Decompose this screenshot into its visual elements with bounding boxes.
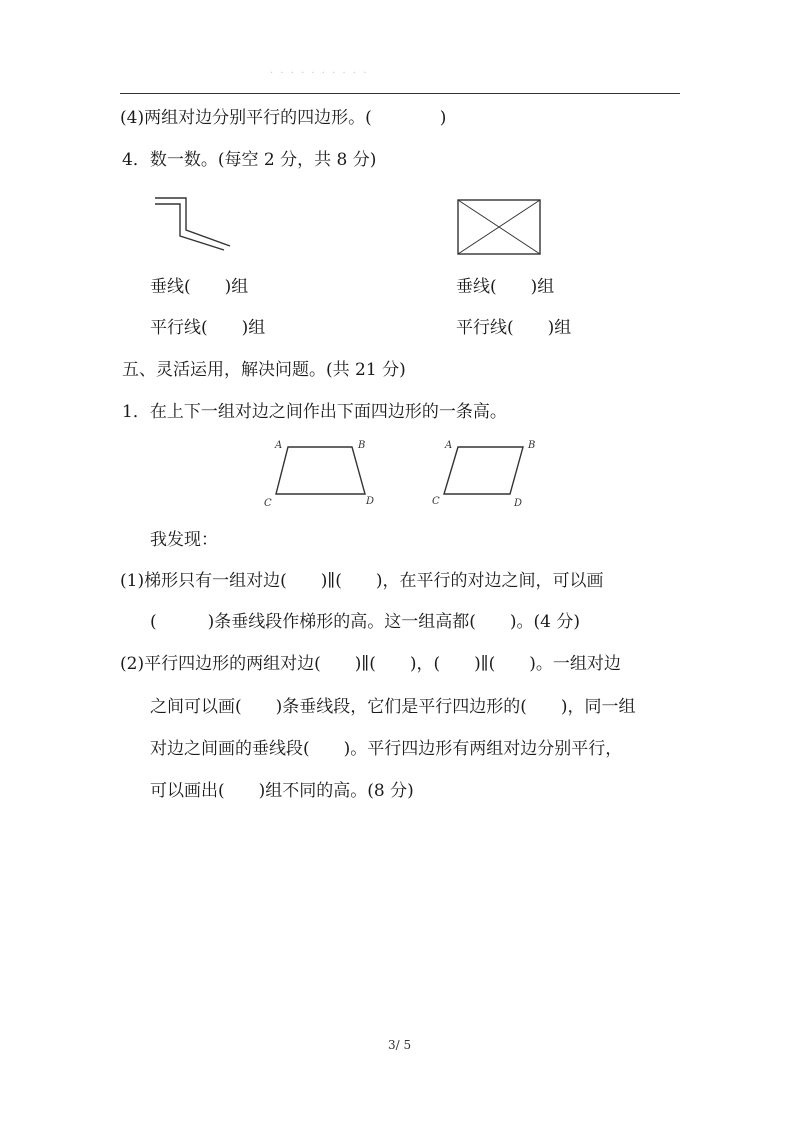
section5-q1-title: 1．在上下一组对边之间作出下面四边形的一条高。 bbox=[122, 402, 507, 422]
finding-2-line4: 可以画出( )组不同的高。(8 分) bbox=[150, 781, 414, 801]
section5-title: 五、灵活运用，解决问题。(共 21 分) bbox=[122, 360, 406, 380]
trapezoid-label-c: C bbox=[264, 498, 272, 509]
finding-1-line1: (1)梯形只有一组对边( )∥( )，在平行的对边之间，可以画 bbox=[120, 571, 604, 591]
finding-2-line1: (2)平行四边形的两组对边( )∥( )，( )∥( )。一组对边 bbox=[120, 654, 621, 674]
trapezoid-label-a: A bbox=[275, 440, 283, 451]
right-perpendicular-count: 垂线( )组 bbox=[456, 277, 555, 297]
figure-bent-lines bbox=[150, 190, 240, 252]
parallelogram-label-c: C bbox=[432, 496, 440, 507]
header-faint-text: · · · · · · · · · · bbox=[270, 68, 369, 79]
figure-trapezoid bbox=[260, 432, 385, 512]
page-number: 3/ 5 bbox=[388, 1038, 412, 1052]
figure-rectangle-diagonals bbox=[456, 198, 544, 258]
finding-2-line2: 之间可以画( )条垂线段，它们是平行四边形的( )，同一组 bbox=[150, 697, 636, 717]
trapezoid-label-d: D bbox=[366, 496, 375, 507]
parallelogram-label-d: D bbox=[514, 498, 523, 509]
parallelogram-label-b: B bbox=[528, 440, 536, 451]
finding-2-line3: 对边之间画的垂线段( )。平行四边形有两组对边分别平行， bbox=[150, 739, 623, 759]
trapezoid-label-b: B bbox=[358, 440, 366, 451]
left-perpendicular-count: 垂线( )组 bbox=[150, 277, 249, 297]
figure-parallelogram bbox=[430, 432, 550, 512]
q4-title: 4．数一数。(每空 2 分，共 8 分) bbox=[122, 150, 377, 170]
header-rule bbox=[120, 93, 680, 94]
parallelogram-label-a: A bbox=[445, 440, 453, 451]
left-parallel-count: 平行线( )组 bbox=[150, 318, 266, 338]
finding-1-line2: ( )条垂线段作梯形的高。这一组高都( )。(4 分) bbox=[150, 612, 581, 632]
q3-item4: (4)两组对边分别平行的四边形。( ) bbox=[120, 108, 447, 128]
discover-label: 我发现： bbox=[150, 530, 218, 550]
right-parallel-count: 平行线( )组 bbox=[456, 318, 572, 338]
